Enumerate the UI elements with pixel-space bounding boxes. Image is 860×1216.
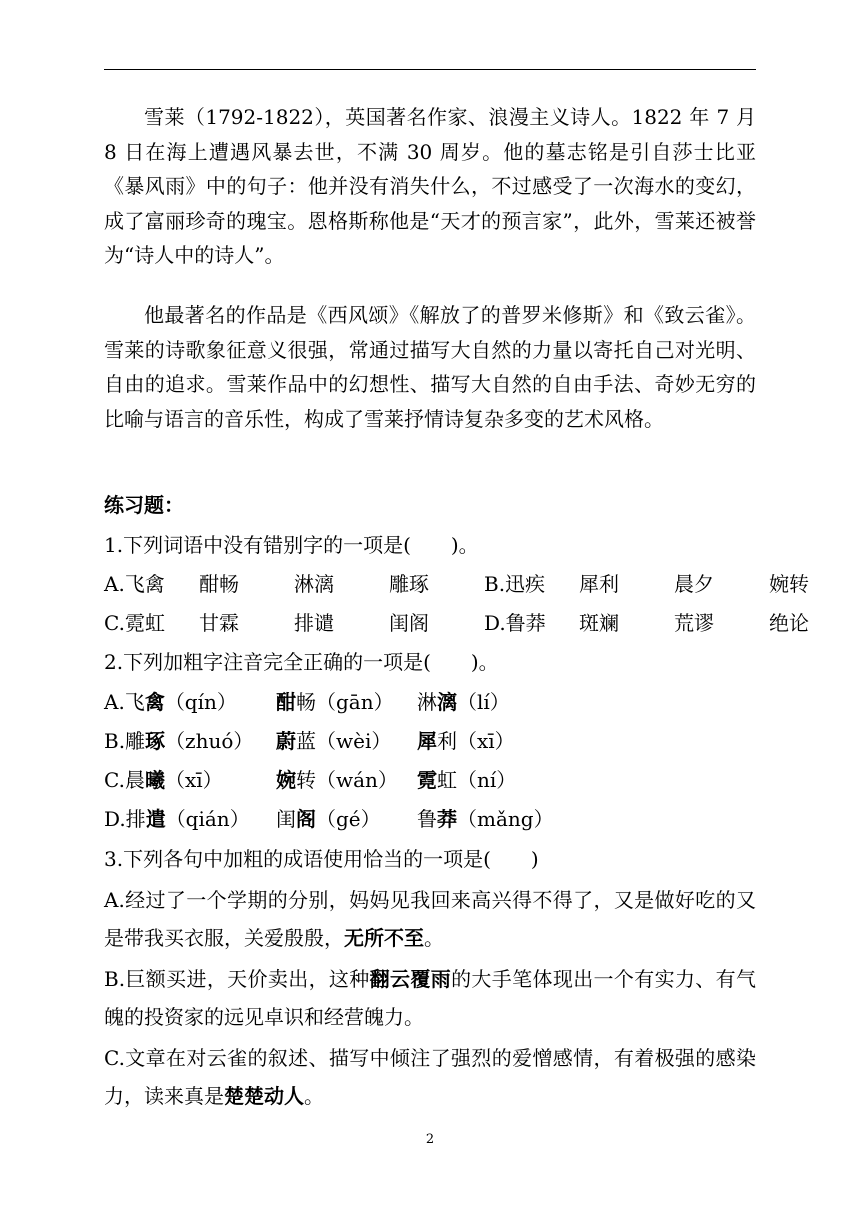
- q1-option-word: 酣畅: [199, 572, 239, 596]
- q1-option-word: 犀利: [579, 572, 619, 596]
- q2-bold-char: 遣: [145, 807, 166, 831]
- q1-stem: 1.下列词语中没有错别字的一项是( )。: [104, 533, 479, 557]
- q1-option-word: A.飞禽: [104, 572, 165, 596]
- q2-text: 淋: [417, 690, 437, 714]
- q2-pinyin: （lí）: [457, 690, 510, 714]
- q2-bold-char: 犀: [417, 729, 437, 753]
- header-rule: [104, 69, 756, 70]
- q2-text: C.晨: [104, 768, 145, 792]
- q3-option-text: B.巨额买进，天价卖出，这种: [104, 967, 370, 991]
- q3-option-text: C.文章在对云雀的叙述、描写中倾注了强烈的爱憎感情，有着极强的感染力，读来真是: [104, 1046, 756, 1108]
- q3-idiom: 翻云覆雨: [369, 967, 452, 991]
- q2-option-cell: [276, 802, 417, 836]
- q2-bold-char: 酣: [276, 690, 296, 714]
- q1-option-word: 绝论: [769, 611, 809, 635]
- q2-option-cell: [104, 802, 276, 836]
- q1-option-word: 排谴: [294, 611, 334, 635]
- q2-bold-char: 婉: [276, 768, 296, 792]
- q1-option-word: 闺阁: [389, 611, 429, 635]
- q1-option-word: 荒谬: [674, 611, 714, 635]
- q2-option-cell: [276, 763, 417, 797]
- q1-option-word: 晨夕: [674, 572, 714, 596]
- q2-option-row: [104, 763, 756, 797]
- q2-pinyin: 利（xī）: [437, 729, 515, 753]
- q1-option-word: B.迅疾: [484, 572, 546, 596]
- q2-bold-char: 琢: [145, 729, 166, 753]
- q2-bold-char: 阁: [296, 807, 316, 831]
- q2-option-cell: [417, 685, 510, 719]
- q1-option-word: C.霓虹: [104, 611, 165, 635]
- q3-option-end: 。: [424, 926, 444, 950]
- q2-option-cell: [417, 763, 516, 797]
- q2-pinyin: 转（wán）: [296, 768, 398, 792]
- q2-option-cell: [104, 685, 276, 719]
- q3-option: [104, 881, 756, 957]
- q2-pinyin: （qín）: [164, 690, 237, 714]
- q1-option-word: 甘霖: [199, 611, 239, 635]
- q2-option-cell: [104, 763, 276, 797]
- q2-stem: 2.下列加粗字注音完全正确的一项是( )。: [104, 650, 499, 674]
- q2-text: D.排: [104, 807, 146, 831]
- q2-bold-char: 蔚: [276, 729, 296, 753]
- intro-paragraph-1: 雪莱（1792-1822），英国著名作家、浪漫主义诗人。1822 年 7 月 8 日在海上遭遇风暴去世，不满 30 周岁。他的墓志铭是引自莎士比亚《暴风雨》中的句子：他并没有消失什么，不过感受了一次海水的变幻，成了富丽珍奇的瑰宝。恩格斯称他是“天才的预言家”，此外，雪莱还被誉为“诗人中的诗人”。: [104, 105, 756, 267]
- q1-option-word: 婉转: [769, 572, 809, 596]
- q2-pinyin: 畅（gān）: [296, 690, 394, 714]
- q2-text: 鲁: [417, 807, 437, 831]
- q2-bold-char: 莽: [437, 807, 457, 831]
- q2-bold-char: 霓: [417, 768, 437, 792]
- q3-option-text: A.经过了一个学期的分别，妈妈见我回来高兴得不得了，又是做好吃的又是带我买衣服，关爱殷殷，: [104, 888, 756, 950]
- q2-pinyin: （xī）: [164, 768, 223, 792]
- q1-option-word: 斑斓: [579, 611, 619, 635]
- q2-pinyin: （qián）: [165, 807, 250, 831]
- q3-option: [104, 960, 756, 1036]
- q1-options-row-1: [104, 567, 809, 601]
- q2-option-row: [104, 724, 756, 758]
- q2-bold-char: 禽: [144, 690, 165, 714]
- q1-option-word: D.鲁莽: [484, 611, 546, 635]
- page-number: 2: [425, 1132, 435, 1147]
- q2-pinyin: （gé）: [316, 807, 381, 831]
- q2-text: B.雕: [104, 729, 146, 753]
- q2-pinyin: 虹（ní）: [437, 768, 517, 792]
- q2-option-row: [104, 802, 756, 836]
- intro-paragraph-2: 他最著名的作品是《西风颂》《解放了的普罗米修斯》和《致云雀》。雪莱的诗歌象征意义很强，常通过描写大自然的力量以寄托自己对光明、自由的追求。雪莱作品中的幻想性、描写大自然的自由手法、奇妙无穷的比喻与语言的音乐性，构成了雪莱抒情诗复杂多变的艺术风格。: [104, 303, 756, 431]
- q2-option-row: [104, 685, 756, 719]
- q1-option-word: 淋漓: [294, 572, 334, 596]
- q1-options-row-2: [104, 606, 809, 640]
- exercise-title: 练习题：: [104, 493, 184, 517]
- q2-option-cell: [276, 685, 417, 719]
- q2-bold-char: 曦: [144, 768, 165, 792]
- q2-option-cell: [417, 724, 515, 758]
- q3-stem: 3.下列各句中加粗的成语使用恰当的一项是( ): [104, 847, 539, 871]
- q2-text: A.飞: [104, 690, 145, 714]
- q3-idiom: 楚楚动人: [224, 1084, 304, 1108]
- q3-option-end: 。: [304, 1084, 324, 1108]
- q2-pinyin: 蓝（wèi）: [296, 729, 392, 753]
- q1-option-word: 雕琢: [389, 572, 429, 596]
- q2-bold-char: 漓: [437, 690, 457, 714]
- q2-option-cell: [104, 724, 276, 758]
- q3-idiom: 无所不至: [344, 926, 424, 950]
- q3-option-end: 的大手笔体现出一个有实力、有气魄的投资家的远见卓识和经营魄力。: [104, 967, 757, 1029]
- q2-pinyin: （mǎng）: [457, 807, 554, 831]
- q2-text: 闺: [276, 807, 296, 831]
- q2-option-cell: [276, 724, 417, 758]
- q2-pinyin: （zhuó）: [165, 729, 254, 753]
- q2-option-cell: [417, 802, 554, 836]
- q3-option: [104, 1039, 756, 1115]
